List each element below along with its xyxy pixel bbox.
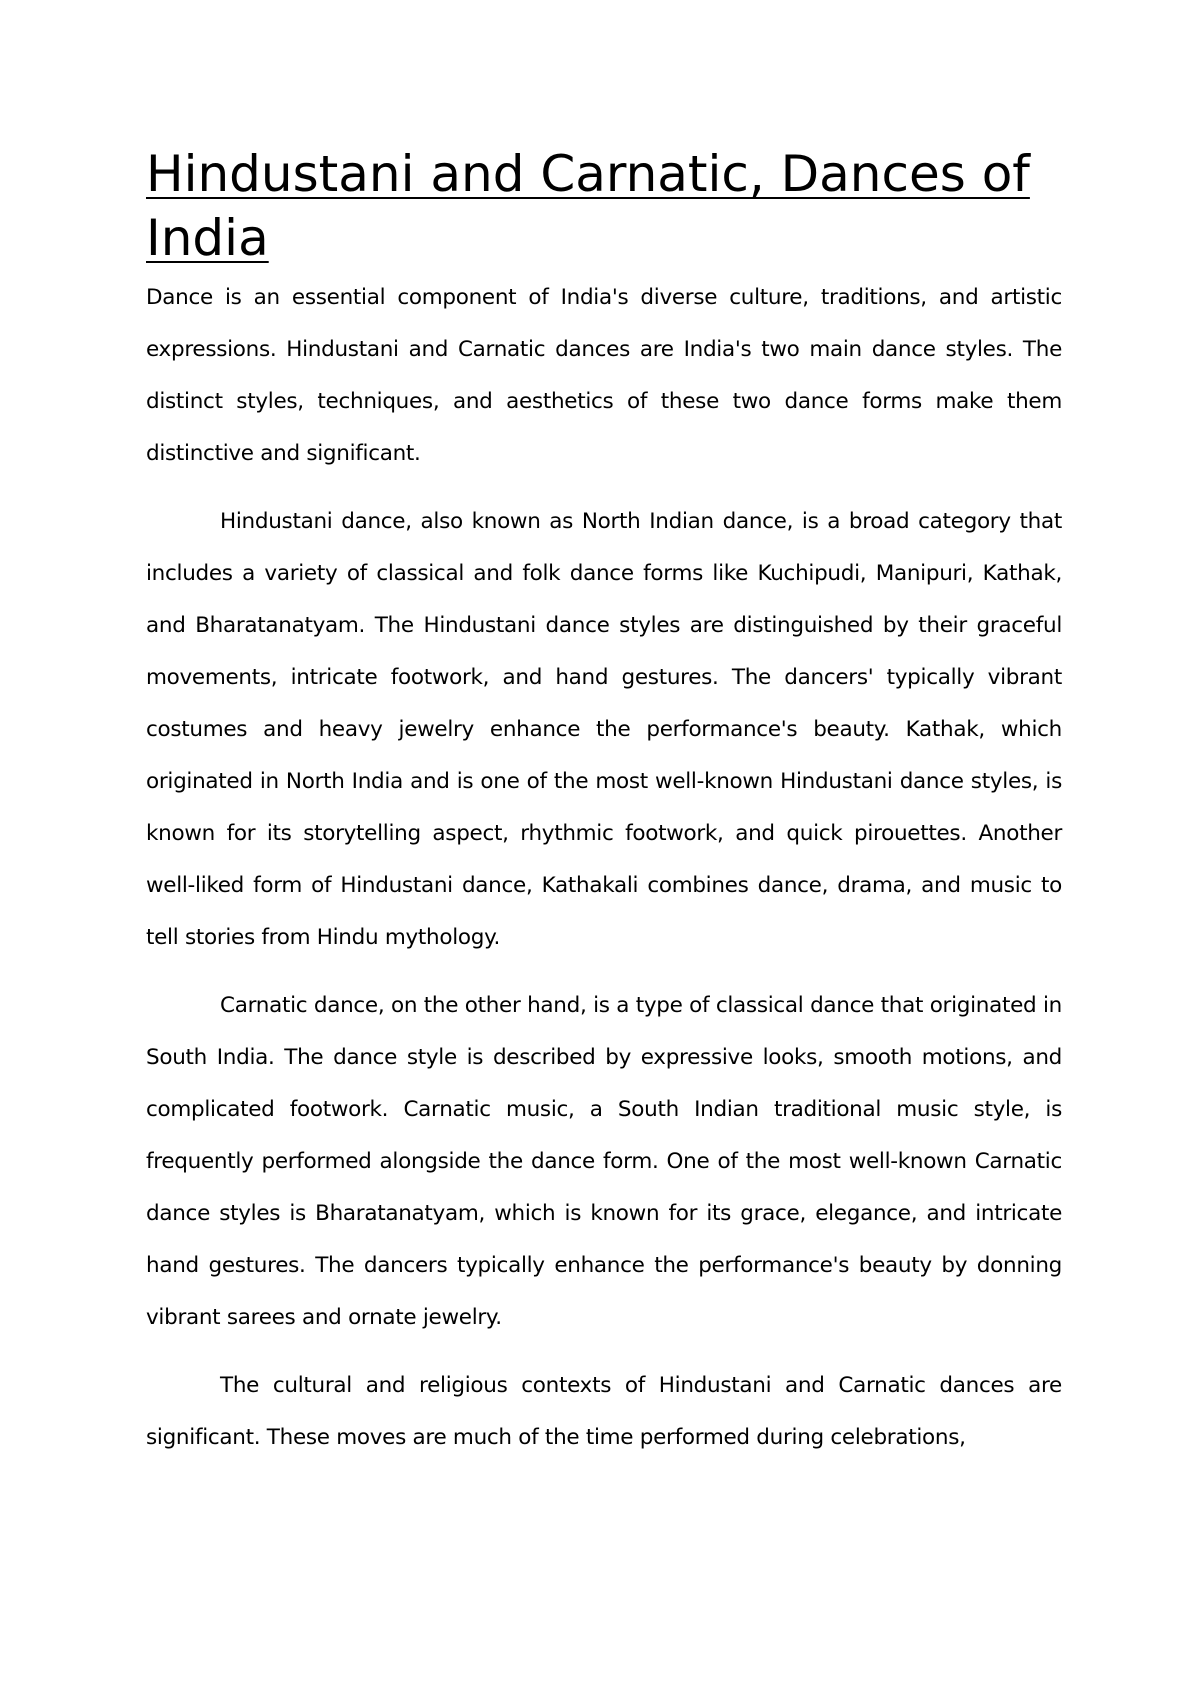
paragraph-carnatic: Carnatic dance, on the other hand, is a type of classical dance that originated in South India. The dance style is described by expressive looks, smooth motions, and complicated footwork. Carnatic music, a South Indian traditional music style, is frequently performed alongside the dance form. One of the most well-known Carnatic dance styles is Bharatanatyam, which is known for its grace, elegance, and intricate hand gestures. The dancers typically enhance the performance's beauty by donning vibrant sarees and ornate jewelry. (146, 993, 1062, 1330)
document-title: Hindustani and Carnatic, Dances of India (146, 145, 1030, 267)
document-body (146, 142, 1062, 1464)
paragraph-hindustani: Hindustani dance, also known as North Indian dance, is a broad category that includes a variety of classical and folk dance forms like Kuchipudi, Manipuri, Kathak, and Bharatanatyam. The Hindustani dance styles are distinguished by their graceful movements, intricate footwork, and hand gestures. The dancers' typically vibrant costumes and heavy jewelry enhance the performance's beauty. Kathak, which originated in North India and is one of the most well-known Hindustani dance styles, is known for its storytelling aspect, rhythmic footwork, and quick pirouettes. Another well-liked form of Hindustani dance, Kathakali combines dance, drama, and music to tell stories from Hindu mythology. (146, 509, 1062, 950)
paragraph-intro: Dance is an essential component of India's diverse culture, traditions, and artistic expressions. Hindustani and Carnatic dances are India's two main dance styles. The distinct styles, techniques, and aesthetics of these two dance forms make them distinctive and significant. (146, 285, 1062, 466)
paragraph-cultural-context: The cultural and religious contexts of Hindustani and Carnatic dances are significant. These moves are much of the time performed during celebrations, (146, 1373, 1062, 1450)
